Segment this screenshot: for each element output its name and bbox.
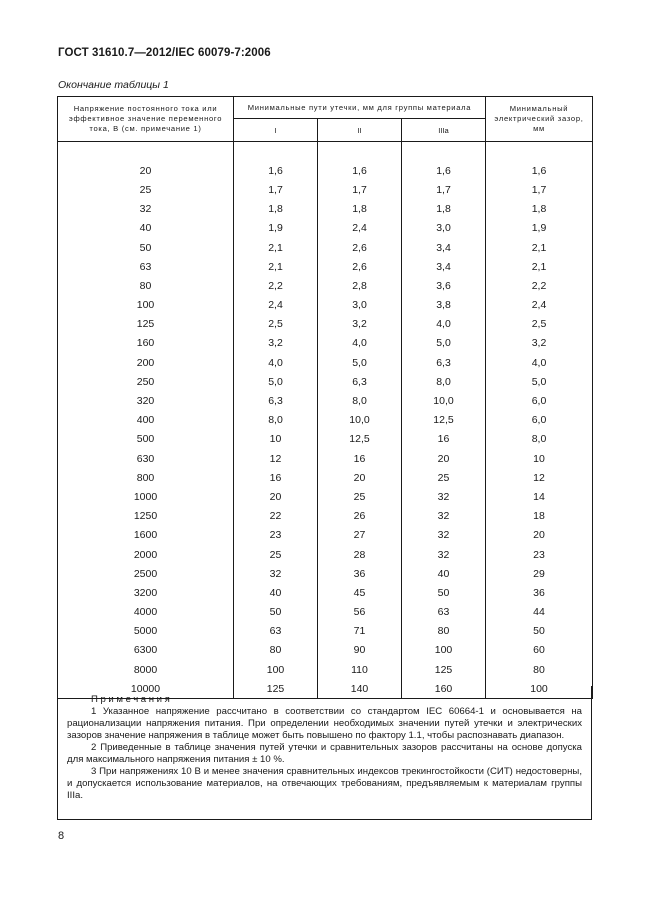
cell-voltage: 800 (58, 468, 234, 487)
cell-group-i: 32 (234, 564, 318, 583)
cell-clearance: 14 (486, 487, 593, 506)
table-row (58, 411, 593, 430)
cell-group-ii: 26 (318, 507, 402, 526)
cell-group-ii: 2,8 (318, 276, 402, 295)
cell-voltage: 63 (58, 257, 234, 276)
table-row (58, 219, 593, 238)
cell-clearance: 36 (486, 583, 593, 602)
header-clearance: Минимальный электрический зазор, мм (486, 97, 593, 142)
cell-group-iiia: 80 (402, 622, 486, 641)
cell-group-ii: 90 (318, 641, 402, 660)
cell-group-iiia: 10,0 (402, 391, 486, 410)
cell-voltage: 160 (58, 334, 234, 353)
cell-group-i: 20 (234, 487, 318, 506)
cell-group-i: 2,2 (234, 276, 318, 295)
cell-group-ii: 1,6 (318, 161, 402, 180)
cell-group-ii: 36 (318, 564, 402, 583)
cell-group-iiia: 32 (402, 545, 486, 564)
cell-clearance: 3,2 (486, 334, 593, 353)
cell-voltage: 200 (58, 353, 234, 372)
cell-group-ii: 1,7 (318, 180, 402, 199)
cell-group-iiia: 3,0 (402, 219, 486, 238)
cell-voltage: 50 (58, 238, 234, 257)
cell-group-ii: 45 (318, 583, 402, 602)
cell-group-ii: 2,6 (318, 257, 402, 276)
table-row (58, 200, 593, 219)
table-row (58, 238, 593, 257)
cell-group-ii: 2,6 (318, 238, 402, 257)
cell-voltage: 3200 (58, 583, 234, 602)
cell-group-ii: 3,2 (318, 315, 402, 334)
cell-clearance: 100 (486, 679, 593, 699)
cell-clearance: 60 (486, 641, 593, 660)
cell-group-ii: 6,3 (318, 372, 402, 391)
cell-voltage: 250 (58, 372, 234, 391)
cell-clearance: 20 (486, 526, 593, 545)
cell-group-ii: 4,0 (318, 334, 402, 353)
table-row (58, 622, 593, 641)
note-3: 3 При напряжениях 10 В и менее значения сравнительных индексов трекингостойкости (СИТ) недостоверны, и допускается использование материалов, на отвечающих требованиям, предъявляемым к материалам группы IIIa. (67, 766, 582, 801)
cell-voltage: 500 (58, 430, 234, 449)
notes-title: Примечания (91, 694, 173, 705)
cell-group-iiia: 20 (402, 449, 486, 468)
cell-voltage: 1250 (58, 507, 234, 526)
cell-clearance: 29 (486, 564, 593, 583)
header-voltage: Напряжение постоянного тока или эффективное значение переменного тока, В (см. примечание 1) (58, 97, 234, 142)
cell-voltage: 32 (58, 200, 234, 219)
cell-group-iiia: 12,5 (402, 411, 486, 430)
cell-clearance: 4,0 (486, 353, 593, 372)
cell-group-ii: 20 (318, 468, 402, 487)
table-row (58, 583, 593, 602)
cell-voltage: 10000 (58, 679, 234, 699)
cell-group-i: 1,8 (234, 200, 318, 219)
table-body (58, 142, 593, 699)
cell-group-i: 63 (234, 622, 318, 641)
cell-group-ii: 8,0 (318, 391, 402, 410)
cell-group-i: 1,9 (234, 219, 318, 238)
cell-voltage: 6300 (58, 641, 234, 660)
header-group-ii: II (318, 119, 402, 142)
cell-group-iiia: 3,4 (402, 257, 486, 276)
cell-clearance: 12 (486, 468, 593, 487)
cell-group-i: 80 (234, 641, 318, 660)
table-row (58, 526, 593, 545)
cell-group-iiia: 100 (402, 641, 486, 660)
table-row (58, 315, 593, 334)
cell-clearance: 23 (486, 545, 593, 564)
notes-block (57, 686, 592, 820)
cell-voltage: 8000 (58, 660, 234, 679)
cell-group-iiia: 3,4 (402, 238, 486, 257)
cell-group-iiia: 3,8 (402, 296, 486, 315)
cell-group-ii: 71 (318, 622, 402, 641)
cell-group-iiia: 25 (402, 468, 486, 487)
cell-voltage: 25 (58, 180, 234, 199)
cell-group-ii: 5,0 (318, 353, 402, 372)
cell-group-i: 22 (234, 507, 318, 526)
cell-clearance: 50 (486, 622, 593, 641)
cell-group-i: 40 (234, 583, 318, 602)
cell-group-iiia: 3,6 (402, 276, 486, 295)
cell-group-iiia: 32 (402, 507, 486, 526)
cell-group-iiia: 32 (402, 487, 486, 506)
cell-voltage: 125 (58, 315, 234, 334)
cell-voltage: 2000 (58, 545, 234, 564)
cell-group-iiia: 40 (402, 564, 486, 583)
cell-voltage: 1000 (58, 487, 234, 506)
cell-group-iiia: 16 (402, 430, 486, 449)
cell-group-iiia: 1,7 (402, 180, 486, 199)
table-row (58, 507, 593, 526)
cell-voltage: 400 (58, 411, 234, 430)
table-row (58, 487, 593, 506)
note-1: 1 Указанное напряжение рассчитано в соответствии со стандартом IEC 60664-1 и основывается на рационализации напряжения питания. При определении необходимых значении путей утечки и электрических зазоров значение напряжения в таблице может быть повышено по фактору 1.1, чтобы распознавать диапазон. (67, 706, 582, 741)
table-row (58, 257, 593, 276)
cell-clearance: 2,1 (486, 238, 593, 257)
cell-group-i: 10 (234, 430, 318, 449)
cell-clearance: 10 (486, 449, 593, 468)
table-row (58, 603, 593, 622)
cell-group-i: 100 (234, 660, 318, 679)
cell-group-i: 1,6 (234, 161, 318, 180)
cell-group-i: 50 (234, 603, 318, 622)
table-row (58, 372, 593, 391)
cell-voltage: 320 (58, 391, 234, 410)
cell-group-ii: 56 (318, 603, 402, 622)
cell-voltage: 20 (58, 161, 234, 180)
cell-voltage: 80 (58, 276, 234, 295)
cell-group-iiia: 1,8 (402, 200, 486, 219)
table-row (58, 276, 593, 295)
table-row (58, 564, 593, 583)
header-group-iiia: IIIa (402, 119, 486, 142)
cell-group-ii: 25 (318, 487, 402, 506)
cell-group-ii: 2,4 (318, 219, 402, 238)
cell-group-ii: 10,0 (318, 411, 402, 430)
cell-clearance: 1,9 (486, 219, 593, 238)
cell-group-i: 4,0 (234, 353, 318, 372)
cell-group-i: 6,3 (234, 391, 318, 410)
cell-group-ii: 27 (318, 526, 402, 545)
cell-voltage: 100 (58, 296, 234, 315)
cell-group-iiia: 63 (402, 603, 486, 622)
cell-group-i: 12 (234, 449, 318, 468)
cell-clearance: 44 (486, 603, 593, 622)
table-row (58, 161, 593, 180)
creepage-clearance-table (57, 96, 593, 699)
cell-group-iiia: 125 (402, 660, 486, 679)
page-number: 8 (58, 830, 65, 842)
cell-group-i: 2,5 (234, 315, 318, 334)
table-row (58, 353, 593, 372)
table-row (58, 334, 593, 353)
cell-group-i: 23 (234, 526, 318, 545)
table-row (58, 296, 593, 315)
header-group-i: I (234, 119, 318, 142)
cell-group-i: 5,0 (234, 372, 318, 391)
table-row (58, 641, 593, 660)
cell-group-i: 8,0 (234, 411, 318, 430)
table-row (58, 449, 593, 468)
table-row (58, 545, 593, 564)
table-caption: Окончание таблицы 1 (58, 79, 169, 91)
cell-group-iiia: 4,0 (402, 315, 486, 334)
cell-group-iiia: 32 (402, 526, 486, 545)
cell-clearance: 1,6 (486, 161, 593, 180)
cell-voltage: 5000 (58, 622, 234, 641)
cell-group-iiia: 6,3 (402, 353, 486, 372)
cell-clearance: 2,4 (486, 296, 593, 315)
cell-clearance: 1,7 (486, 180, 593, 199)
cell-clearance: 6,0 (486, 391, 593, 410)
cell-group-ii: 1,8 (318, 200, 402, 219)
cell-group-ii: 110 (318, 660, 402, 679)
cell-group-iiia: 5,0 (402, 334, 486, 353)
cell-voltage: 1600 (58, 526, 234, 545)
cell-clearance: 5,0 (486, 372, 593, 391)
cell-voltage: 2500 (58, 564, 234, 583)
table-row (58, 430, 593, 449)
cell-group-i: 16 (234, 468, 318, 487)
cell-clearance: 2,2 (486, 276, 593, 295)
cell-group-i: 3,2 (234, 334, 318, 353)
header-creepage-group: Минимальные пути утечки, мм для группы материала (234, 97, 486, 119)
cell-group-ii: 28 (318, 545, 402, 564)
cell-clearance: 18 (486, 507, 593, 526)
cell-clearance: 2,5 (486, 315, 593, 334)
cell-group-i: 2,1 (234, 238, 318, 257)
document-header: ГОСТ 31610.7—2012/IEC 60079-7:2006 (58, 47, 271, 59)
cell-voltage: 40 (58, 219, 234, 238)
cell-voltage: 4000 (58, 603, 234, 622)
cell-group-ii: 140 (318, 679, 402, 699)
cell-group-i: 25 (234, 545, 318, 564)
cell-group-iiia: 8,0 (402, 372, 486, 391)
cell-group-ii: 16 (318, 449, 402, 468)
cell-group-iiia: 160 (402, 679, 486, 699)
cell-clearance: 80 (486, 660, 593, 679)
cell-group-i: 125 (234, 679, 318, 699)
table-row (58, 391, 593, 410)
cell-clearance: 8,0 (486, 430, 593, 449)
cell-voltage: 630 (58, 449, 234, 468)
table-row (58, 180, 593, 199)
cell-group-iiia: 1,6 (402, 161, 486, 180)
cell-clearance: 1,8 (486, 200, 593, 219)
cell-group-i: 2,4 (234, 296, 318, 315)
cell-group-i: 2,1 (234, 257, 318, 276)
note-2: 2 Приведенные в таблице значения путей утечки и сравнительных зазоров рассчитаны на основе допуска для максимального напряжения питания ± 10 %. (67, 742, 582, 765)
cell-clearance: 2,1 (486, 257, 593, 276)
table-row (58, 660, 593, 679)
cell-group-i: 1,7 (234, 180, 318, 199)
cell-group-ii: 12,5 (318, 430, 402, 449)
cell-clearance: 6,0 (486, 411, 593, 430)
table-row (58, 468, 593, 487)
cell-group-ii: 3,0 (318, 296, 402, 315)
cell-group-iiia: 50 (402, 583, 486, 602)
